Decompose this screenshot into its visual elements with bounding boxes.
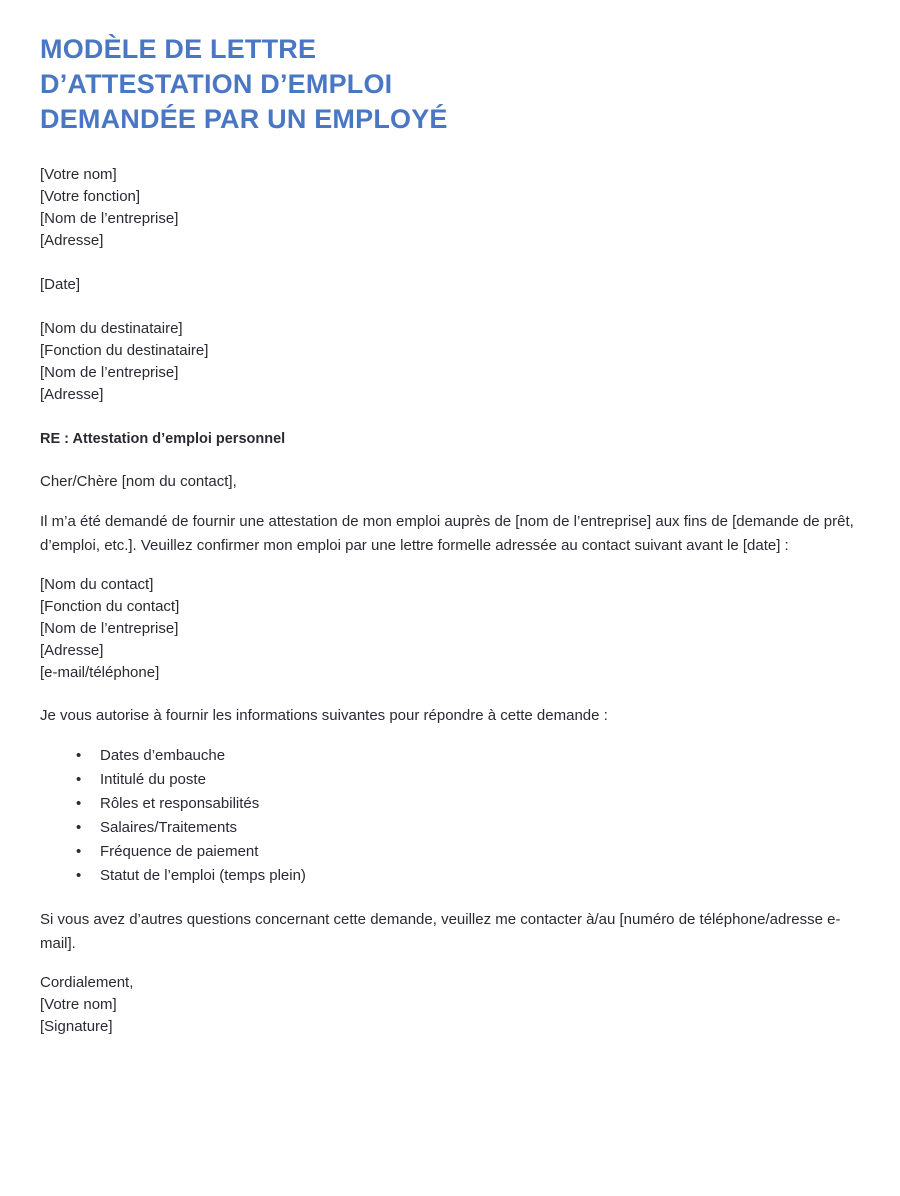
list-item: • Dates d’embauche: [40, 744, 870, 768]
list-item: • Rôles et responsabilités: [40, 792, 870, 816]
signoff-block: [40, 972, 870, 1038]
date-block: [40, 274, 870, 296]
salutation-line: Cher/Chère [nom du contact],: [40, 473, 237, 490]
page-title-line-1: MODÈLE DE LETTRE: [40, 34, 317, 64]
list-item: • Statut de l’emploi (temps plein): [40, 864, 870, 888]
page-title: [40, 32, 870, 137]
page-title-line-2: D’ATTESTATION D’EMPLOI: [40, 69, 393, 99]
recipient-role: [Fonction du destinataire]: [40, 342, 209, 359]
sender-role: [Votre fonction]: [40, 188, 141, 205]
contact-company: [Nom de l’entreprise]: [40, 620, 179, 637]
list-item: • Fréquence de paiement: [40, 840, 870, 864]
date-line: [Date]: [40, 276, 81, 293]
subject-line: RE : Attestation d’emploi personnel: [40, 431, 286, 447]
intro-paragraph: Il m’a été demandé de fournir une attestation de mon emploi auprès de [nom de l’entreprise] aux fins de [demande de prêt, d’emploi, etc.]. Veuillez confirmer mon emploi par une lettre formelle adressée au contact suivant avant le [date] :: [40, 513, 854, 554]
authorization-line: Je vous autorise à fournir les informations suivantes pour répondre à cette demande :: [40, 707, 608, 724]
contact-role: [Fonction du contact]: [40, 598, 180, 615]
recipient-address-block: [40, 318, 870, 406]
sender-name: [Votre nom]: [40, 166, 117, 183]
contact-name: [Nom du contact]: [40, 576, 154, 593]
contact-address: [Adresse]: [40, 642, 104, 659]
sender-company: [Nom de l’entreprise]: [40, 210, 179, 227]
list-item: • Salaires/Traitements: [40, 816, 870, 840]
signoff-signature: [Signature]: [40, 1018, 113, 1035]
contact-address-block: [40, 574, 870, 684]
sender-address-block: [40, 164, 870, 252]
page-title-line-3: DEMANDÉE PAR UN EMPLOYÉ: [40, 104, 448, 134]
signoff-greeting: Cordialement,: [40, 974, 134, 991]
list-item: • Intitulé du poste: [40, 768, 870, 792]
recipient-address: [Adresse]: [40, 386, 104, 403]
sender-address: [Adresse]: [40, 232, 104, 249]
closing-paragraph: Si vous avez d’autres questions concernant cette demande, veuillez me contacter à/au [numéro de téléphone/adresse e-mail].: [40, 911, 841, 952]
contact-email-phone: [e-mail/téléphone]: [40, 664, 160, 681]
information-list: [40, 744, 870, 888]
recipient-company: [Nom de l’entreprise]: [40, 364, 179, 381]
recipient-name: [Nom du destinataire]: [40, 320, 183, 337]
signoff-name: [Votre nom]: [40, 996, 117, 1013]
